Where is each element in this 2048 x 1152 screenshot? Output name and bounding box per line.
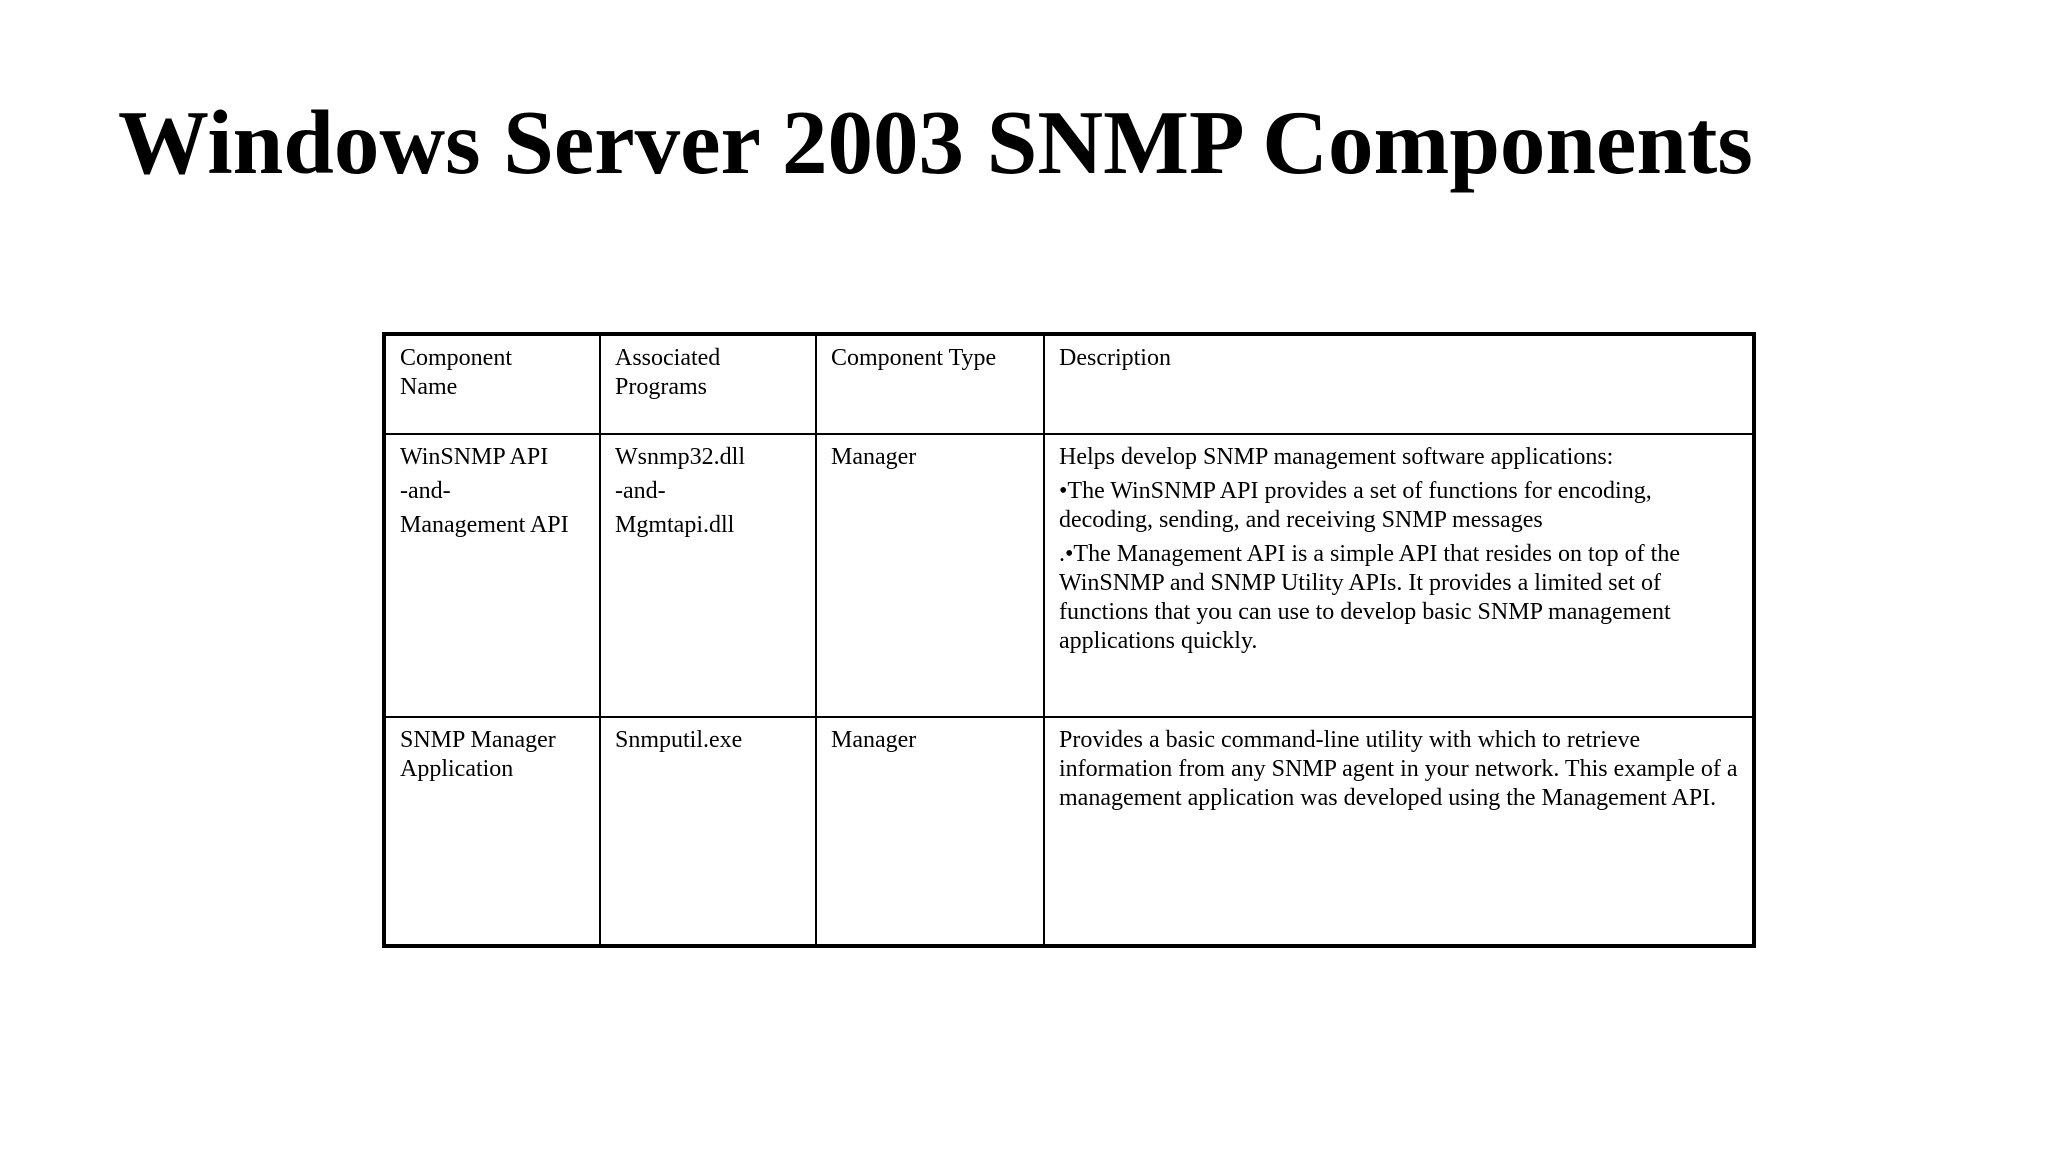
associated-program-line: Mgmtapi.dll — [615, 512, 735, 538]
cell-component-name — [384, 434, 600, 717]
cell-description — [1044, 434, 1754, 717]
header-component-name — [384, 334, 600, 434]
associated-program-line: Wsnmp32.dll — [615, 444, 745, 470]
table-header-row — [384, 334, 1754, 434]
header-description — [1044, 334, 1754, 434]
associated-program-line: -and- — [615, 478, 666, 504]
component-type-text: Manager — [831, 444, 917, 470]
header-component-type-line: Component Type — [831, 345, 997, 371]
header-description-line: Description — [1059, 345, 1171, 371]
header-associated-programs-line: Associated Programs — [615, 345, 721, 400]
cell-component-name — [384, 717, 600, 946]
component-name-text: SNMP Manager Application — [400, 727, 556, 782]
description-text: Provides a basic command-line utility with which to retrieve information from any SNMP agent in your network. This example of a management application was developed using the Management API. — [1059, 727, 1738, 811]
component-name-line: -and- — [400, 478, 451, 504]
cell-description — [1044, 717, 1754, 946]
description-bullet: .•The Management API is a simple API that resides on top of the WinSNMP and SNMP Utility APIs. It provides a limited set of functions that you can use to develop basic SNMP management applications quickly. — [1059, 541, 1680, 654]
cell-component-type — [816, 717, 1044, 946]
table-row — [384, 434, 1754, 717]
snmp-components-table — [382, 332, 1756, 948]
description-intro: Helps develop SNMP management software applications: — [1059, 444, 1614, 470]
header-component-name-line: Component Name — [400, 345, 512, 400]
component-name-line: Management API — [400, 512, 569, 538]
slide-title: Windows Server 2003 SNMP Components — [118, 92, 1753, 193]
associated-program-text: Snmputil.exe — [615, 727, 743, 753]
component-type-text: Manager — [831, 727, 917, 753]
header-associated-programs — [600, 334, 816, 434]
table-row — [384, 717, 1754, 946]
description-bullet: •The WinSNMP API provides a set of functions for encoding, decoding, sending, and receiving SNMP messages — [1059, 478, 1652, 533]
component-name-line: WinSNMP API — [400, 444, 549, 470]
cell-associated-programs — [600, 717, 816, 946]
cell-component-type — [816, 434, 1044, 717]
cell-associated-programs — [600, 434, 816, 717]
header-component-type — [816, 334, 1044, 434]
